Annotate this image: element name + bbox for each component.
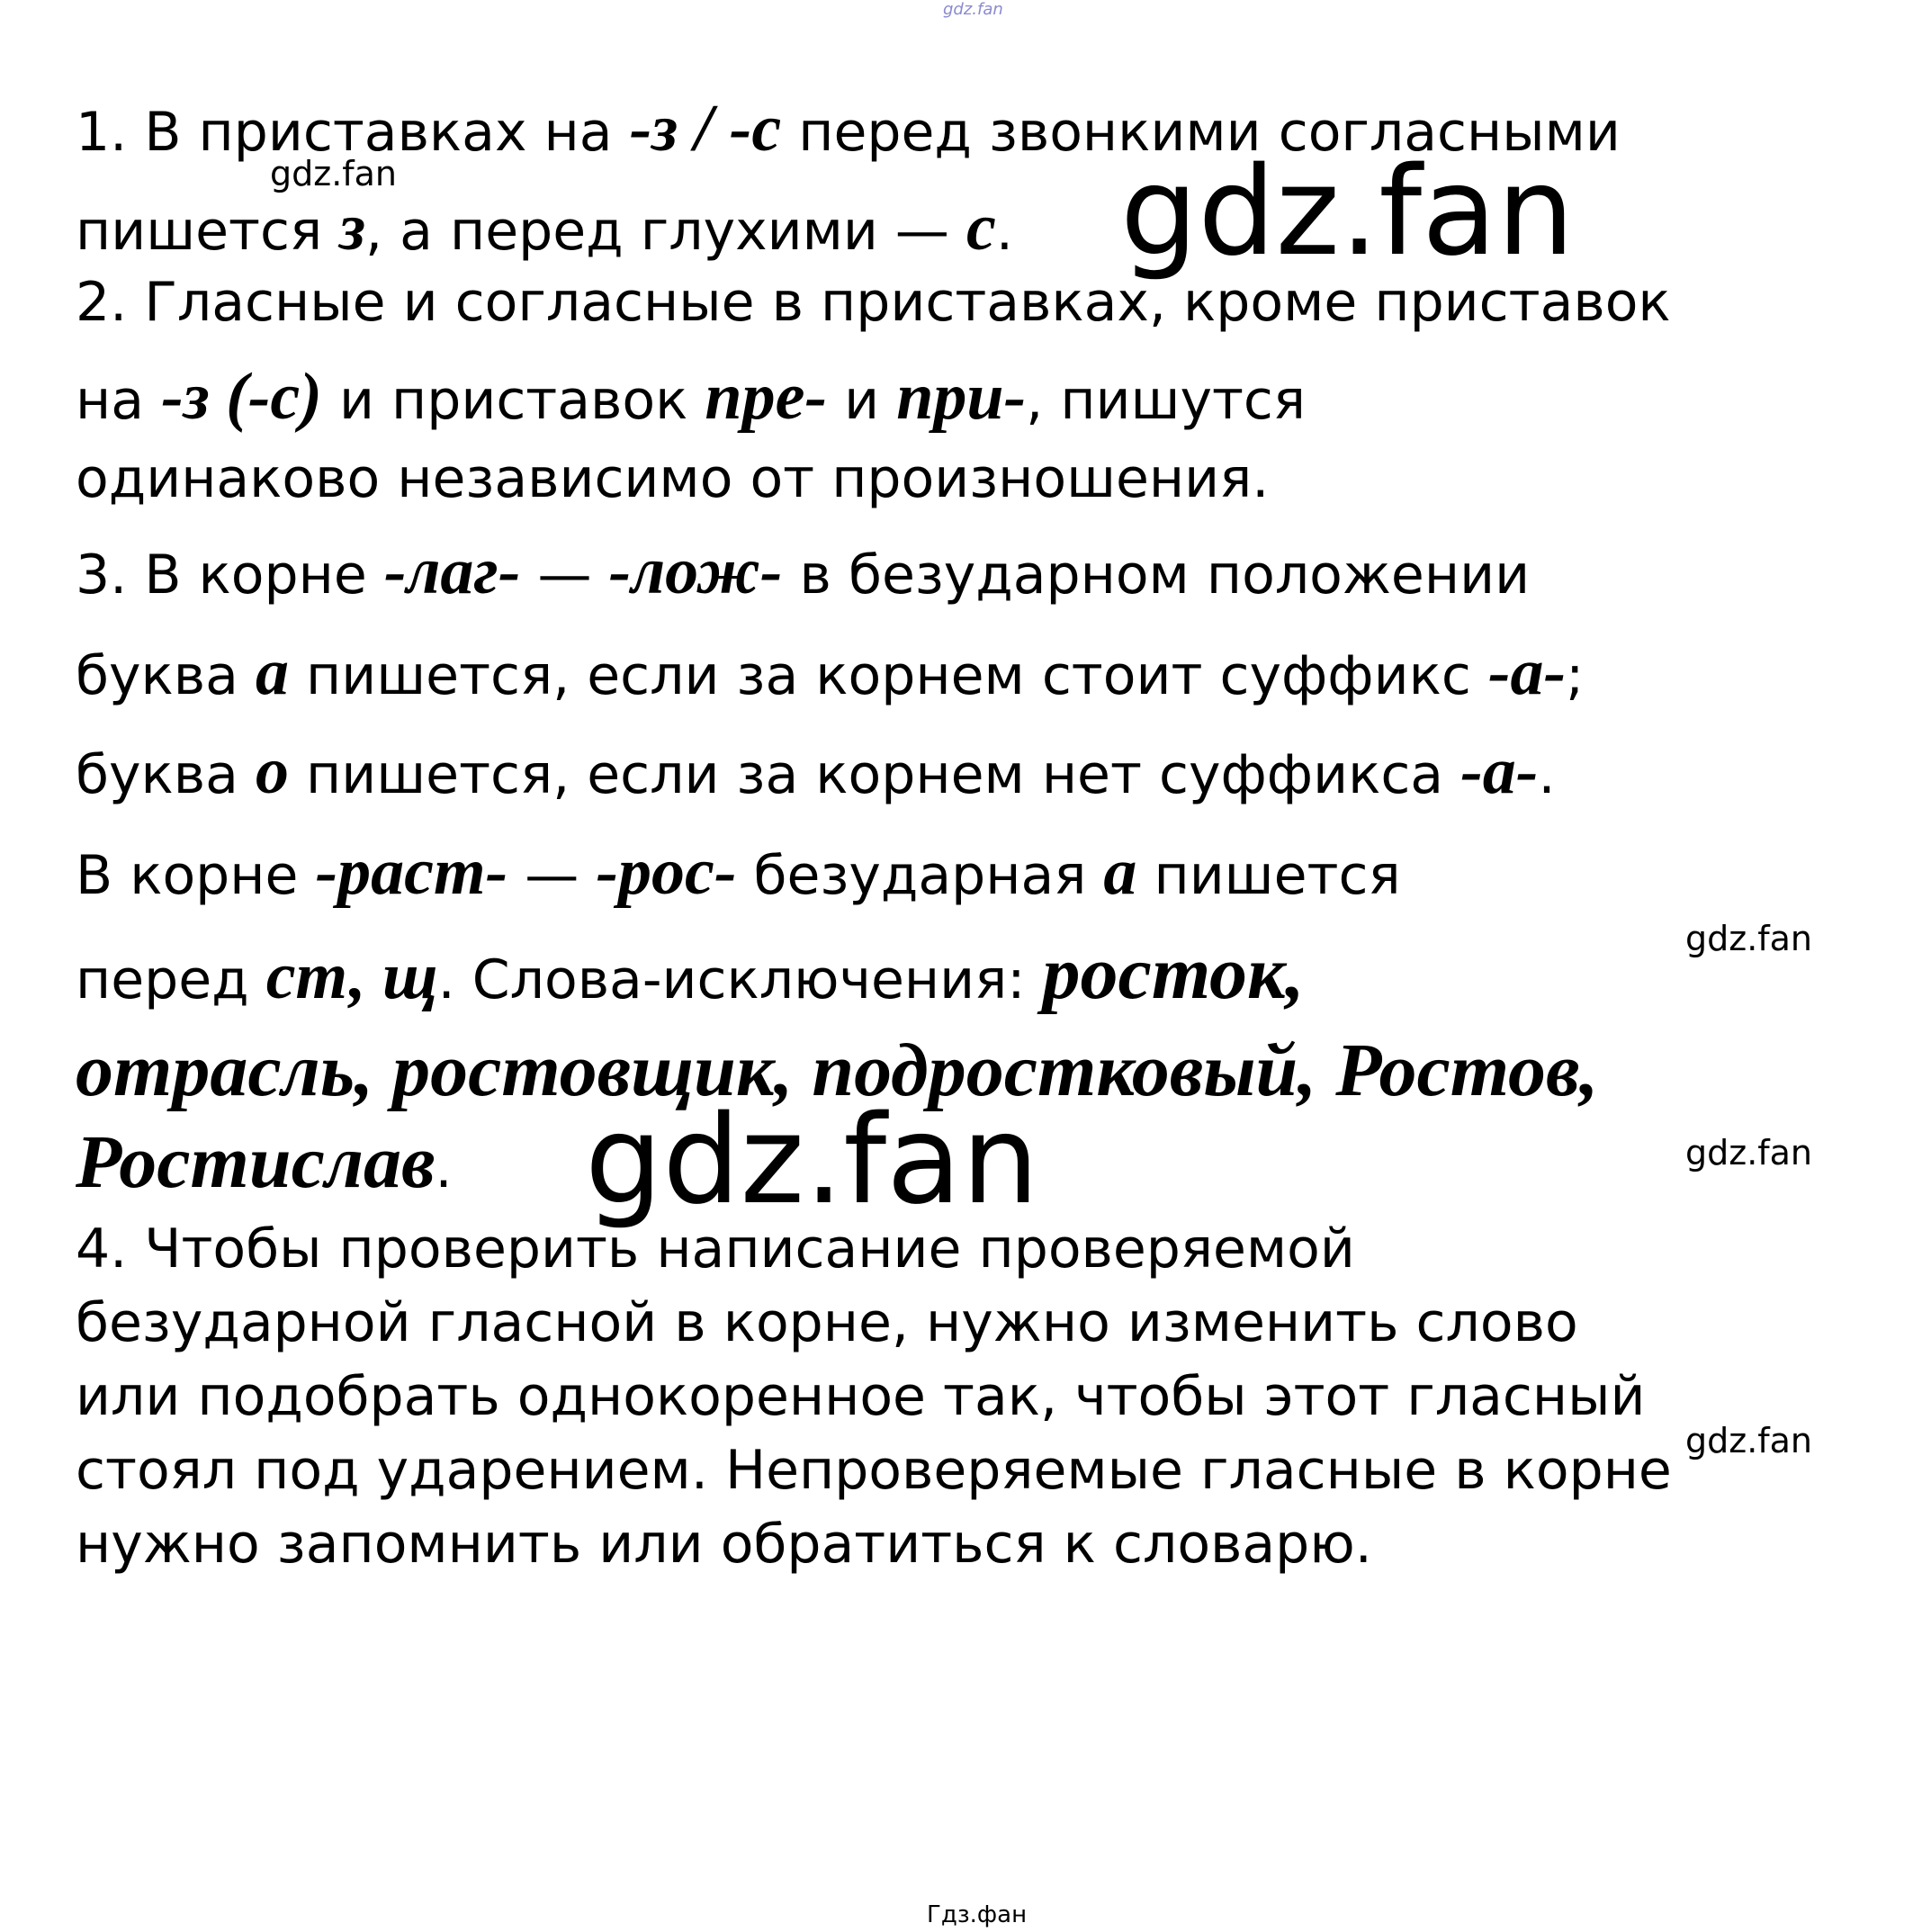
rule-3-line-4: В корне -раст- — -рос- безударная а пишется (76, 835, 1401, 909)
rule-2-line-2: на -з (-с) и приставок пре- и при-, пишутся (76, 360, 1306, 434)
watermark-small: gdz.fan (270, 154, 398, 193)
watermark-big: gdz.fan (1120, 141, 1575, 283)
watermark-big: gdz.fan (585, 1090, 1039, 1232)
rule-3-line-5: перед ст, щ. Слова-исключения: росток, (76, 931, 1305, 1015)
rule-3-line-3: буква о пишется, если за корнем нет суффикса -а-. (76, 734, 1556, 808)
watermark-small: gdz.fan (1685, 1421, 1813, 1460)
rule-1-line-2: пишется з, а перед глухими — с. (76, 191, 1013, 265)
watermark-small: gdz.fan (1685, 919, 1813, 958)
rule-4-line-2: безударной гласной в корне, нужно изменить слово (76, 1291, 1578, 1354)
watermark-small: gdz.fan (1685, 1133, 1813, 1173)
rule-3-line-7: Ростислав. (76, 1120, 453, 1204)
watermark-footer: Гдз.фан (927, 1901, 1028, 1928)
watermark-top: gdz.fan (943, 0, 1003, 19)
rule-2-line-1: 2. Гласные и согласные в приставках, кроме приставок (76, 271, 1671, 334)
rule-4-line-4: стоял под ударением. Непроверяемые гласные в корне (76, 1439, 1672, 1502)
rule-3-line-1: 3. В корне -лаг- — -лож- в безударном положении (76, 535, 1531, 608)
rule-3-line-6: отрасль, ростовщик, подростковый, Ростов, (76, 1029, 1599, 1112)
rule-3-line-2: буква а пишется, если за корнем стоит суффикс -а-; (76, 635, 1585, 709)
rule-4-line-3: или подобрать однокоренное так, чтобы этот гласный (76, 1365, 1646, 1428)
rule-4-line-5: нужно запомнить или обратиться к словарю. (76, 1513, 1372, 1576)
rule-2-line-3: одинаково независимо от произношения. (76, 447, 1270, 510)
rule-1-line-1: 1. В приставках на -з / -с перед звонкими согласными (76, 92, 1621, 166)
rule-4-line-1: 4. Чтобы проверить написание проверяемой (76, 1218, 1355, 1281)
